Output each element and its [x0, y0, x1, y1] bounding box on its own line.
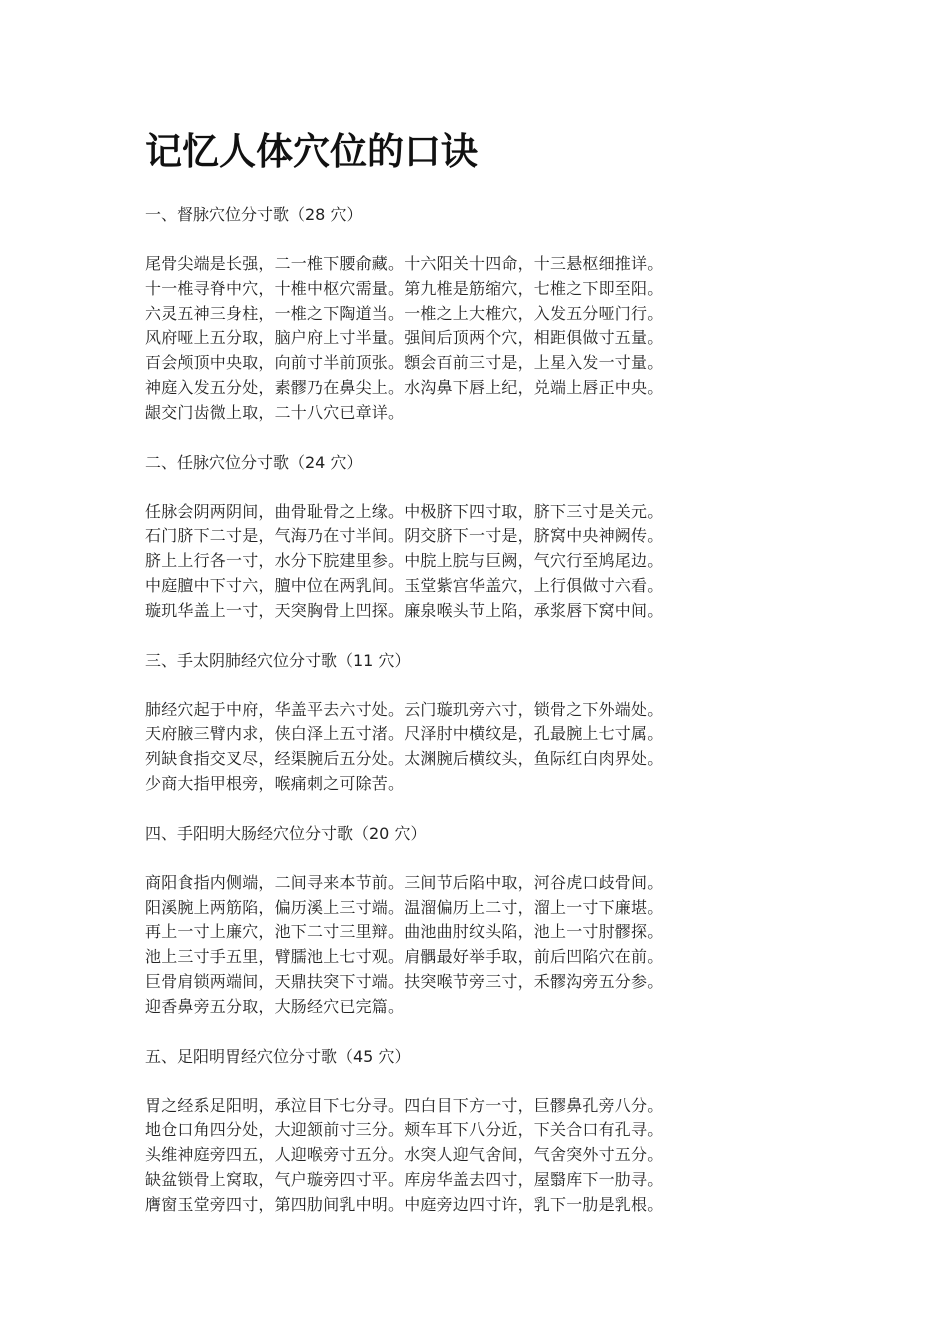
verse-line: 脐上上行各一寸，水分下脘建里参。中脘上脘与巨阙，气穴行至鸠尾边。: [145, 551, 664, 571]
verse-line: 少商大指甲根旁，喉痛刺之可除苦。: [145, 773, 405, 793]
verse-line: 百会颅顶中央取，向前寸半前顶张。顖会百前三寸是，上星入发一寸量。: [145, 353, 664, 373]
document-title: 记忆人体穴位的口诀: [145, 130, 478, 173]
verse-line: 阳溪腕上两筋陷，偏历溪上三寸端。温溜偏历上二寸，溜上一寸下廉堪。: [145, 897, 664, 917]
verse-line: 再上一寸上廉穴，池下二寸三里辩。曲池曲肘纹头陷，池上一寸肘髎探。: [145, 922, 664, 942]
verse-block: [145, 1094, 765, 1218]
verse-line: 石门脐下二寸是，气海乃在寸半间。阴交脐下一寸是，脐窝中央神阙传。: [145, 526, 664, 546]
verse-line: 天府腋三臂内求，侠白泽上五寸渚。尺泽肘中横纹是，孔最腕上七寸属。: [145, 724, 664, 744]
section-du-mai: [145, 203, 765, 426]
section-heading: 五、足阳明胃经穴位分寸歌（45 穴）: [145, 1046, 411, 1066]
verse-line: 十一椎寻脊中穴，十椎中枢穴需量。第九椎是筋缩穴，七椎之下即至阳。: [145, 278, 664, 298]
verse-line: 中庭膻中下寸六，膻中位在两乳间。玉堂紫宫华盖穴，上行俱做寸六看。: [145, 575, 664, 595]
verse-line: 神庭入发五分处，素髎乃在鼻尖上。水沟鼻下唇上纪，兑端上唇正中央。: [145, 377, 664, 397]
verse-line: 膺窗玉堂旁四寸，第四肋间乳中明。中庭旁边四寸许，乳下一肋是乳根。: [145, 1194, 664, 1214]
verse-line: 六灵五神三身柱，一椎之下陶道当。一椎之上大椎穴，入发五分哑门行。: [145, 303, 664, 323]
section-heading: 二、任脉穴位分寸歌（24 穴）: [145, 452, 363, 472]
section-stomach-meridian: [145, 1045, 765, 1218]
verse-line: 龈交门齿微上取，二十八穴已章详。: [145, 402, 405, 422]
verse-line: 任脉会阴两阴间，曲骨耻骨之上缘。中极脐下四寸取，脐下三寸是关元。: [145, 501, 664, 521]
section-ren-mai: [145, 451, 765, 624]
section-heading: 四、手阳明大肠经穴位分寸歌（20 穴）: [145, 823, 427, 843]
verse-line: 池上三寸手五里，臂臑池上七寸观。肩髃最好举手取，前后凹陷穴在前。: [145, 947, 664, 967]
section-lung-meridian: [145, 649, 765, 797]
verse-line: 尾骨尖端是长强，二一椎下腰俞藏。十六阳关十四命，十三悬枢细推详。: [145, 254, 664, 273]
section-heading: 三、手太阴肺经穴位分寸歌（11 穴）: [145, 650, 411, 670]
verse-line: 商阳食指内侧端，二间寻来本节前。三间节后陷中取，河谷虎口歧骨间。: [145, 872, 664, 892]
verse-line: 巨骨肩锁两端间，天鼎扶突下寸端。扶突喉节旁三寸，禾髎沟旁五分参。: [145, 971, 664, 991]
verse-line: 列缺食指交叉尽，经渠腕后五分处。太渊腕后横纹头，鱼际红白肉界处。: [145, 749, 664, 769]
verse-line: 璇玑华盖上一寸，天突胸骨上凹探。廉泉喉头节上陷，承浆唇下窝中间。: [145, 600, 664, 620]
verse-line: 风府哑上五分取，脑户府上寸半量。强间后顶两个穴，相距俱做寸五量。: [145, 328, 664, 348]
verse-block: [145, 698, 765, 797]
document-page: [145, 128, 765, 1243]
verse-line: 头维神庭旁四五，人迎喉旁寸五分。水突人迎气舍间，气舍突外寸五分。: [145, 1145, 664, 1165]
verse-line: 迎香鼻旁五分取，大肠经穴已完篇。: [145, 996, 405, 1016]
section-large-intestine-meridian: [145, 822, 765, 1020]
section-heading: 一、督脉穴位分寸歌（28 穴）: [145, 205, 363, 224]
verse-block: [145, 252, 765, 426]
verse-line: 地仓口角四分处，大迎颔前寸三分。颊车耳下八分近，下关合口有孔寻。: [145, 1120, 664, 1140]
verse-line: 肺经穴起于中府，华盖平去六寸处。云门璇玑旁六寸，锁骨之下外端处。: [145, 699, 664, 719]
verse-line: 缺盆锁骨上窝取，气户璇旁四寸平。库房华盖去四寸，屋翳库下一肋寻。: [145, 1169, 664, 1189]
verse-line: 胃之经系足阳明，承泣目下七分寻。四白目下方一寸，巨髎鼻孔旁八分。: [145, 1095, 664, 1115]
verse-block: [145, 500, 765, 624]
verse-block: [145, 871, 765, 1020]
